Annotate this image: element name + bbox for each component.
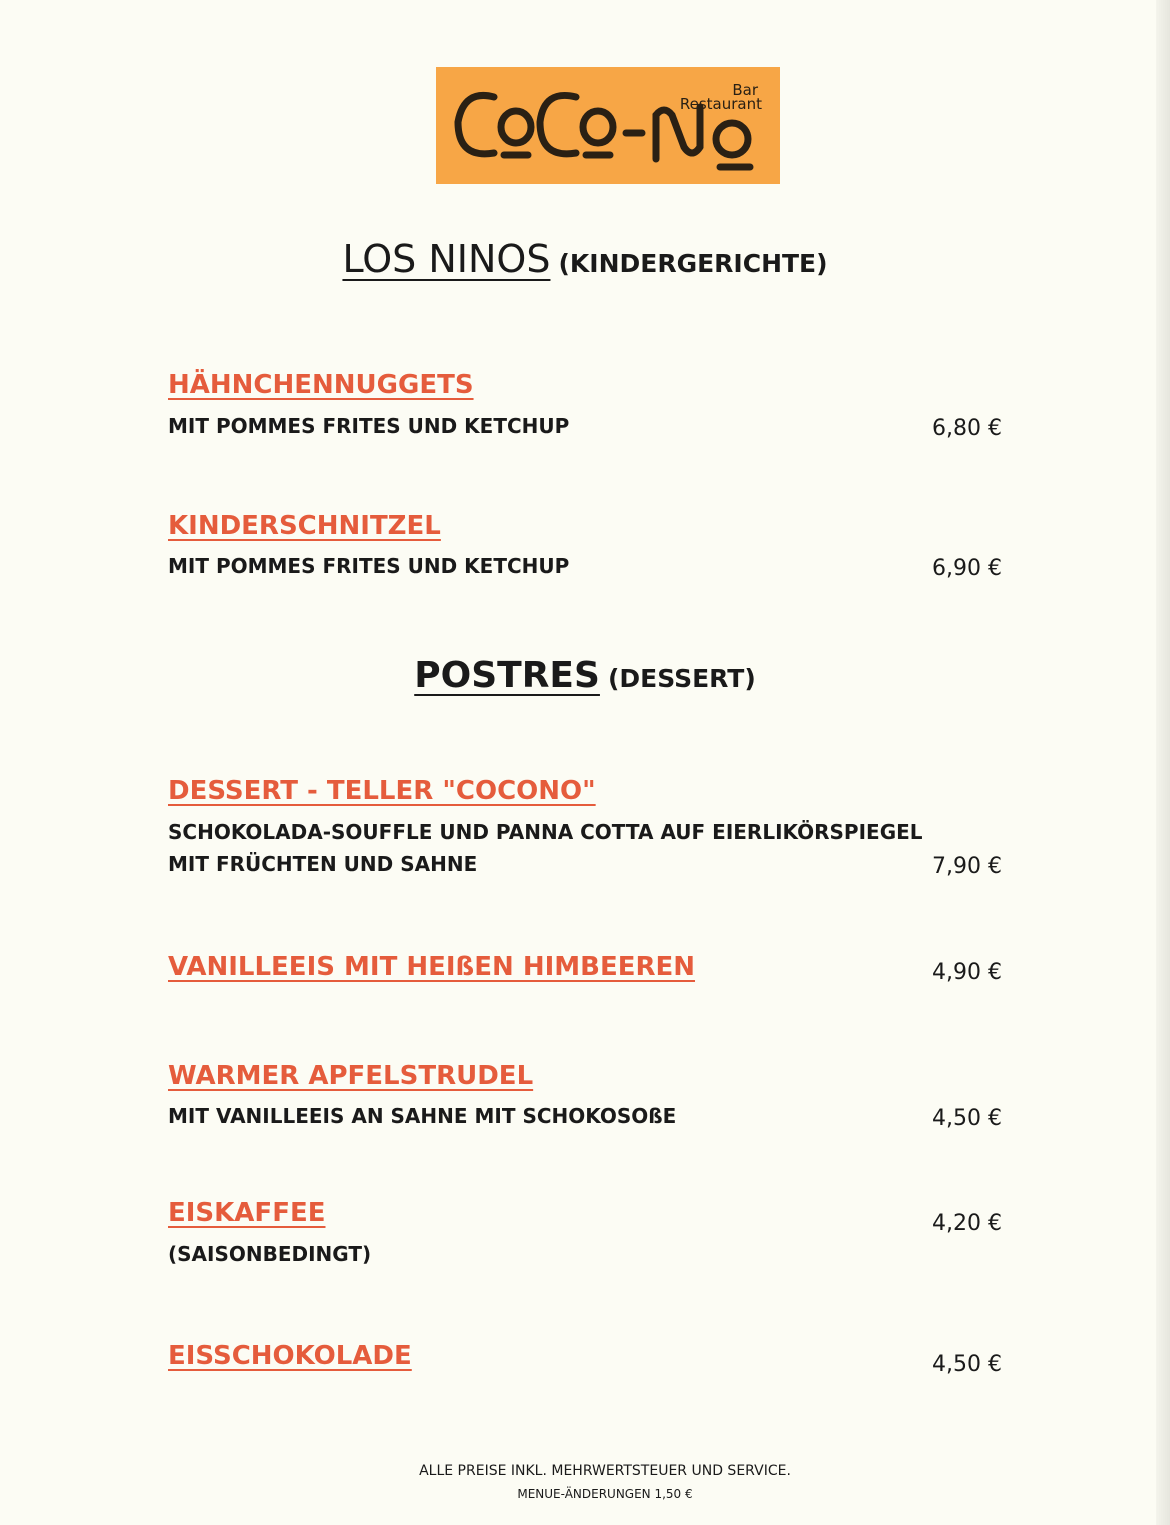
menu-item-price: 6,80 € [932,416,1002,441]
menu-item-description: MIT FRÜCHTEN UND SAHNE [168,852,478,876]
section-heading-kids [0,237,1170,281]
menu-item-name: KINDERSCHNITZEL [168,511,441,541]
menu-item-name: EISSCHOKOLADE [168,1341,412,1371]
section-subtitle: (KINDERGERICHTE) [558,249,828,278]
footer-note: MENUE-ÄNDERUNGEN 1,50 € [517,1487,693,1501]
menu-item-price: 4,20 € [932,1211,1002,1236]
menu-item-name: DESSERT - TELLER "COCONO" [168,776,596,806]
menu-item-price: 4,50 € [932,1352,1002,1377]
menu-item-description: (SAISONBEDINGT) [168,1242,372,1266]
menu-item-price: 7,90 € [932,854,1002,879]
logo-tag-bar: Bar [732,81,758,99]
section-heading-dessert [0,655,1170,696]
menu-item-name: WARMER APFELSTRUDEL [168,1061,534,1091]
menu-item-description: MIT VANILLEEIS AN SAHNE MIT SCHOKOSOßE [168,1104,677,1128]
logo-graphic [436,67,780,184]
section-title: POSTRES [414,655,600,696]
menu-item-description: SCHOKOLADA-SOUFFLE UND PANNA COTTA AUF EIERLIKÖRSPIEGEL [168,820,923,844]
menu-item-price: 4,50 € [932,1106,1002,1131]
menu-item-name: EISKAFFEE [168,1198,326,1228]
menu-item-description: MIT POMMES FRITES UND KETCHUP [168,554,570,578]
restaurant-logo [436,67,780,184]
menu-item-price: 6,90 € [932,556,1002,581]
logo-tag-restaurant: Restaurant [679,95,762,113]
footer-note: ALLE PREISE INKL. MEHRWERTSTEUER UND SERVICE. [419,1463,791,1479]
menu-item-description: MIT POMMES FRITES UND KETCHUP [168,414,570,438]
menu-item-name: HÄHNCHENNUGGETS [168,370,474,400]
section-title: LOS NINOS [342,237,551,281]
menu-item-name: VANILLEEIS MIT HEIßEN HIMBEEREN [168,952,696,982]
page-edge [1156,0,1170,1525]
menu-item-price: 4,90 € [932,960,1002,985]
section-subtitle: (DESSERT) [607,664,756,693]
